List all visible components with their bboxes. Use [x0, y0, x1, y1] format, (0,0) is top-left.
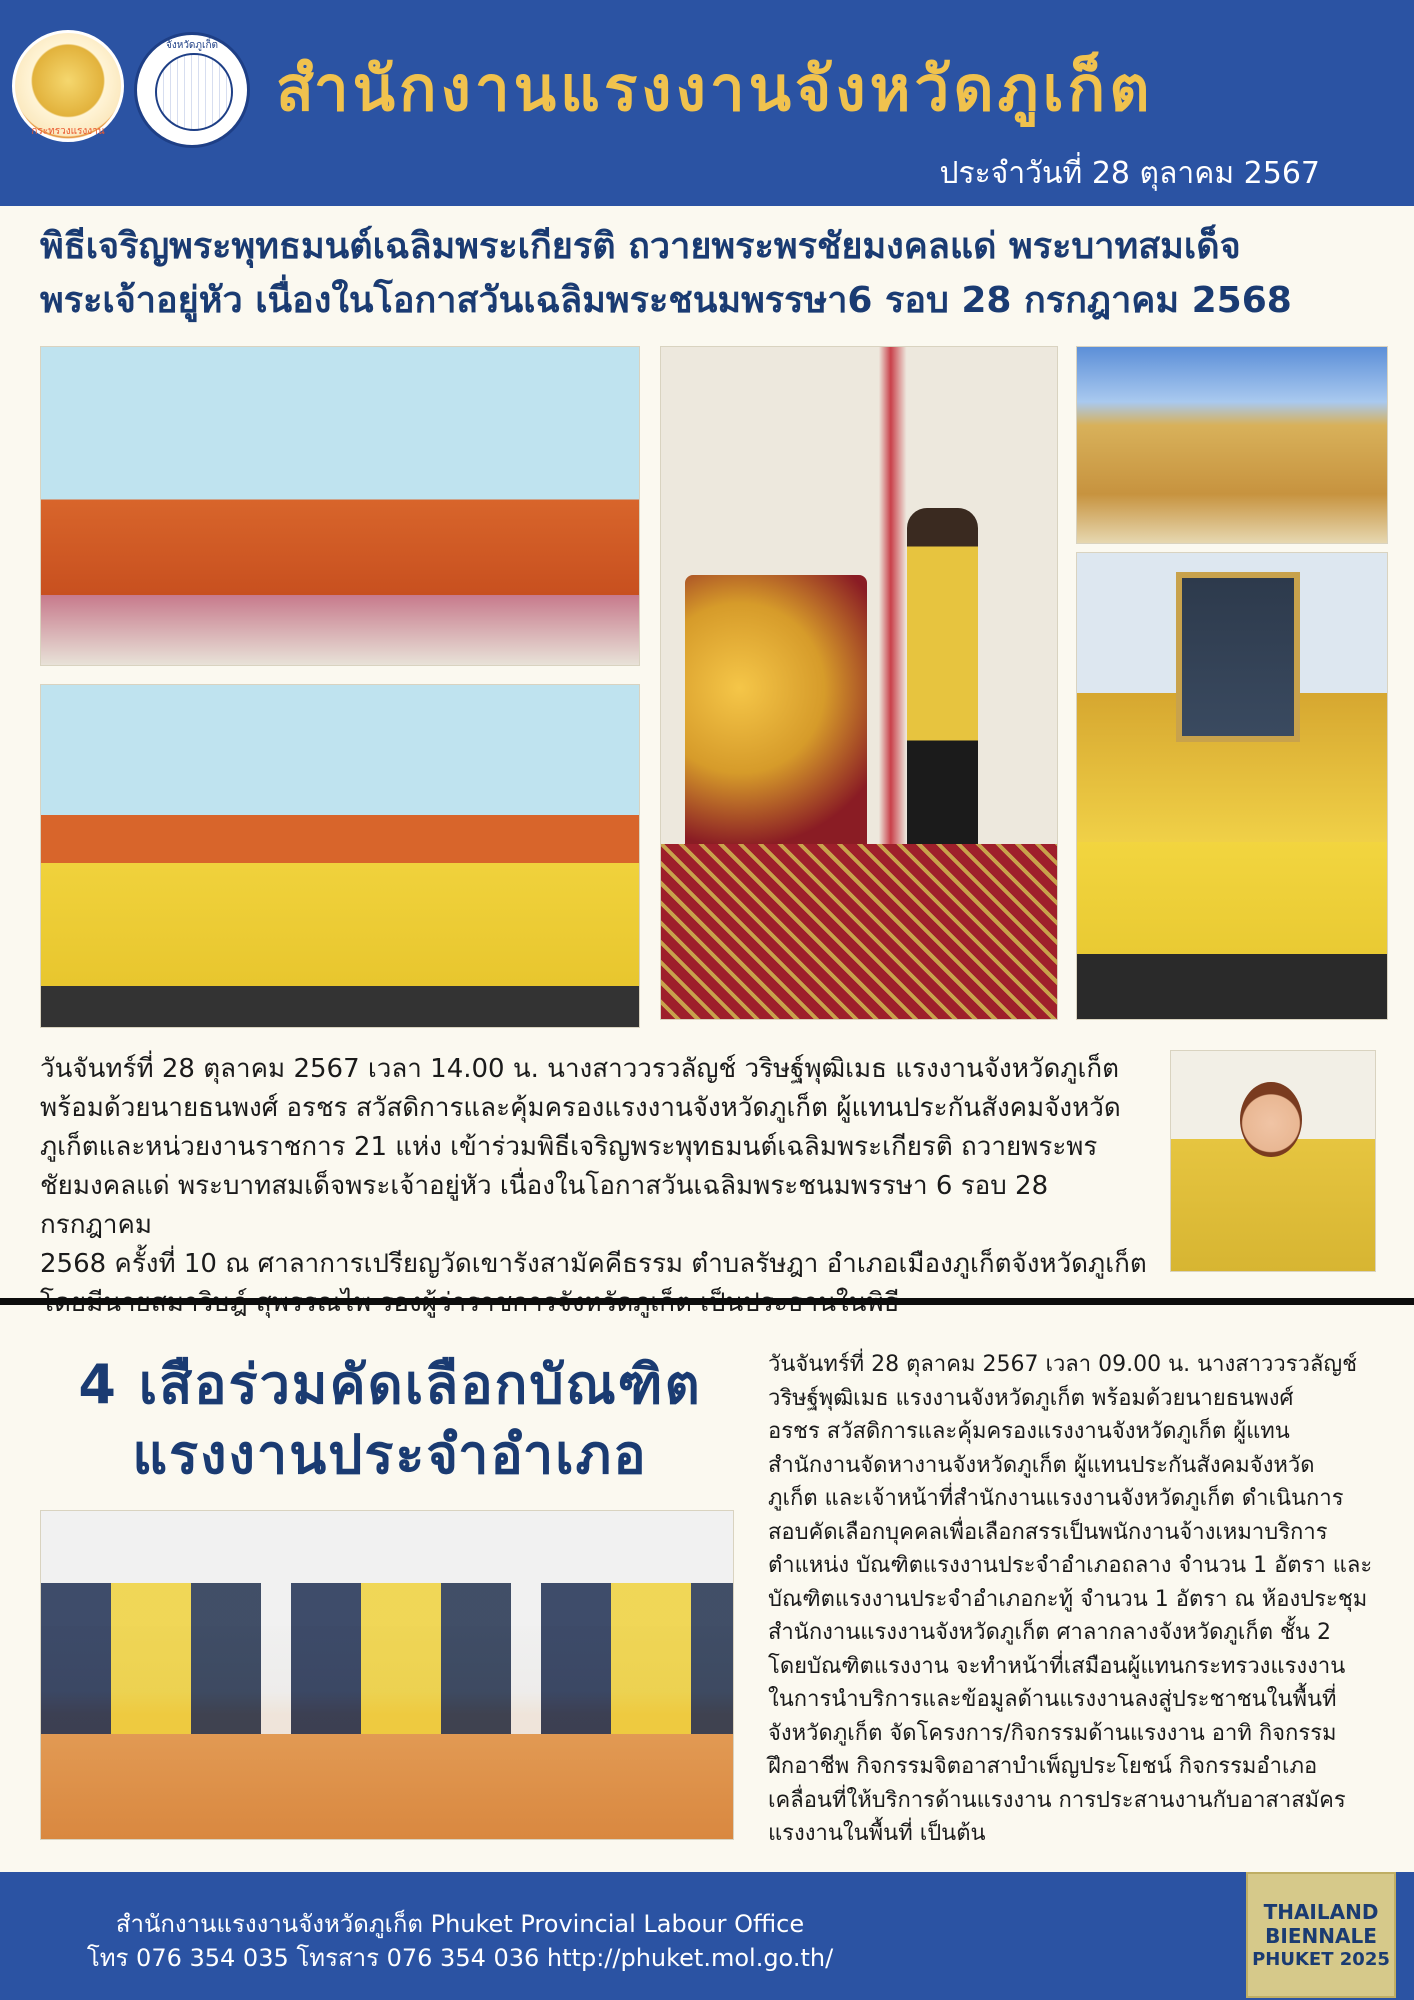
story1-body-line: วันจันทร์ที่ 28 ตุลาคม 2567 เวลา 14.00 น. นางสาววรวลัญช์ วริษฐ์พุฒิเมธ แรงงานจังหวัดภูเก็ต: [40, 1054, 1119, 1084]
story1-body-line: พร้อมด้วยนายธนพงศ์ อรชร สวัสดิการและคุ้มครองแรงงานจังหวัดภูเก็ต ผู้แทนประกันสังคมจังหวัด: [40, 1093, 1121, 1123]
story2-body-line: วันจันทร์ที่ 28 ตุลาคม 2567 เวลา 09.00 น. นางสาววรวลัญช์: [768, 1352, 1358, 1377]
story2-title-line: แรงงานประจำอำเภอ: [132, 1423, 648, 1486]
story2-body-line: วริษฐ์พุฒิเมธ แรงงานจังหวัดภูเก็ต พร้อมด้วยนายธนพงศ์: [768, 1385, 1294, 1411]
badge-line: BIENNALE: [1265, 1924, 1377, 1948]
photo-staff-before-royal-portrait: [1076, 552, 1388, 1020]
story1-body: [40, 1050, 1160, 1323]
story2-body-line: เคลื่อนที่ให้บริการด้านแรงงาน การประสานงานกับอาสาสมัคร: [768, 1787, 1346, 1813]
story2-body: [768, 1348, 1380, 1851]
story2-body-line: สำนักงานจัดหางานจังหวัดภูเก็ต ผู้แทนประกันสังคมจังหวัด: [768, 1452, 1315, 1478]
photo-group-officials: [40, 684, 640, 1028]
story2-body-line: ตำแหน่ง บัณฑิตแรงงานประจำอำเภอถลาง จำนวน 1 อัตรา และ: [768, 1553, 1373, 1578]
footer-contact-info: โทร 076 354 035 โทรสาร 076 354 036 http://phuket.mol.go.th/: [86, 1944, 834, 1972]
badge-line: PHUKET 2025: [1252, 1949, 1390, 1970]
thailand-biennale-badge: [1246, 1872, 1396, 1998]
story2-body-line: สอบคัดเลือกบุคคลเพื่อเลือกสรรเป็นพนักงานจ้างเหมาบริการ: [768, 1519, 1328, 1545]
story1-headline-line: พระเจ้าอยู่หัว เนื่องในโอกาสวันเฉลิมพระชนมพรรษา6 รอบ 28 กรกฎาคม 2568: [40, 280, 1292, 321]
photo-labour-official-portrait: [1170, 1050, 1376, 1272]
story2-body-line: โดยบัณฑิตแรงงาน จะทำหน้าที่เสมือนผู้แทนกระทรวงแรงงาน: [768, 1653, 1346, 1679]
office-title: สำนักงานแรงงานจังหวัดภูเก็ต: [276, 52, 1154, 125]
story2-body-line: สำนักงานแรงงานจังหวัดภูเก็ต ศาลากลางจังหวัดภูเก็ต ชั้น 2: [768, 1620, 1331, 1645]
photo-temple-hall: [1076, 346, 1388, 544]
story1-body-line: ชัยมงคลแด่ พระบาทสมเด็จพระเจ้าอยู่หัว เนื่องในโอกาสวันเฉลิมพระชนมพรรษา 6 รอบ 28 กรกฎาคม: [40, 1171, 1049, 1240]
issue-date: ประจำวันที่ 28 ตุลาคม 2567: [939, 156, 1320, 191]
footer-office-name: สำนักงานแรงงานจังหวัดภูเก็ต Phuket Provincial Labour Office: [115, 1910, 805, 1938]
story2-body-line: ภูเก็ต และเจ้าหน้าที่สำนักงานแรงงานจังหวัดภูเก็ต ดำเนินการ: [768, 1486, 1344, 1511]
story2-title-line: 4 เสือร่วมคัดเลือกบัณฑิต: [78, 1353, 702, 1416]
photo-selection-committee-meeting: [40, 1510, 734, 1840]
story2-body-line: จังหวัดภูเก็ต จัดโครงการ/กิจกรรมด้านแรงงาน อาทิ กิจกรรม: [768, 1720, 1337, 1746]
story1-body-line: ภูเก็ตและหน่วยงานราชการ 21 แห่ง เข้าร่วมพิธีเจริญพระพุทธมนต์เฉลิมพระเกียรติ ถวายพระพร: [40, 1132, 1098, 1162]
photo-offering-at-shrine: [660, 346, 1058, 1020]
story1-headline-line: พิธีเจริญพระพุทธมนต์เฉลิมพระเกียรติ ถวายพระพรชัยมงคลแด่ พระบาทสมเด็จ: [40, 226, 1241, 267]
story2-title: [40, 1350, 740, 1490]
badge-line: THAILAND: [1263, 1900, 1379, 1924]
province-seal-caption: จังหวัดภูเก็ต: [165, 40, 218, 51]
story1-headline: [40, 220, 1380, 328]
story2-body-line: ในการนำบริการและข้อมูลด้านแรงงานลงสู่ประชาชนในพื้นที่: [768, 1687, 1337, 1712]
story2-body-line: แรงงานในพื้นที่ เป็นต้น: [768, 1821, 986, 1846]
story2-body-line: บัณฑิตแรงงานประจำอำเภอกะทู้ จำนวน 1 อัตรา ณ ห้องประชุม: [768, 1586, 1368, 1612]
section-divider: [0, 1298, 1414, 1305]
ministry-logo-caption: กระทรวงแรงงาน: [31, 126, 105, 137]
story2-body-line: อรชร สวัสดิการและคุ้มครองแรงงานจังหวัดภูเก็ต ผู้แทน: [768, 1419, 1290, 1444]
photo-monks-chanting: [40, 346, 640, 666]
story2-body-line: ฝึกอาชีพ กิจกรรมจิตอาสาบำเพ็ญประโยชน์ กิจกรรมอำเภอ: [768, 1754, 1318, 1779]
story1-body-line: 2568 ครั้งที่ 10 ณ ศาลาการเปรียญวัดเขารังสามัคคีธรรม ตำบลรัษฎา อำเภอเมืองภูเก็ตจังหวัดภูเก็ต: [40, 1249, 1147, 1279]
